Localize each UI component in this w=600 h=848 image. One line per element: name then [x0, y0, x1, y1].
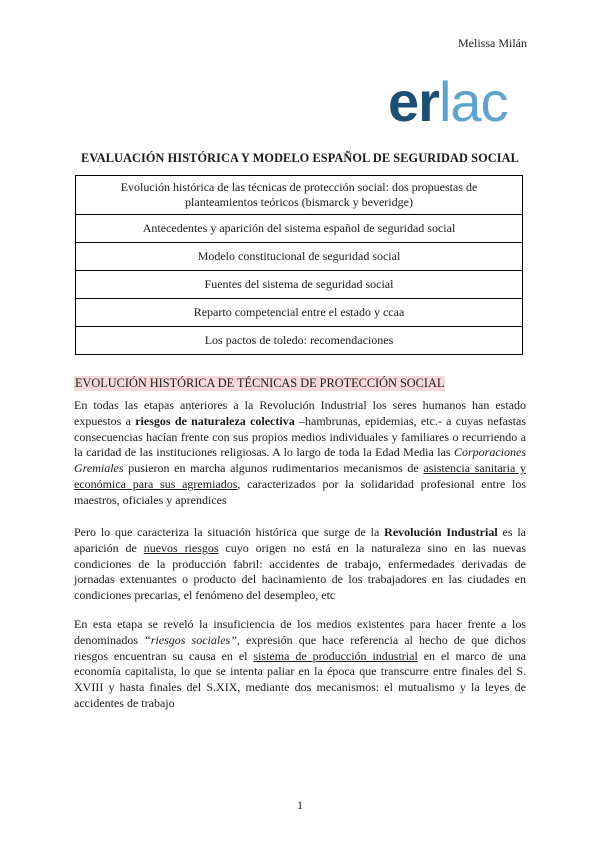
text-run: es la aparición de	[74, 525, 527, 555]
italic-text: “riesgos sociales”	[144, 632, 237, 647]
logo-text-er: er	[388, 70, 439, 133]
contents-item: Evolución histórica de las técnicas de protección social: dos propuestas de planteamientos teóricos (bismarck y beveridge)	[76, 176, 523, 215]
page-number: 1	[297, 798, 303, 812]
contents-item: Reparto competencial entre el estado y ccaa	[76, 299, 523, 327]
underlined-text: asistencia sanitaria y económica para sus agremiados	[74, 461, 526, 491]
paragraph-1	[74, 398, 526, 509]
paragraph-2	[74, 525, 526, 604]
text-run: , expresión que hace referencia al hecho de que dichos riesgos encuentran su causa en el	[74, 632, 526, 663]
text-run: En esta etapa se reveló la insuficiencia de los medios existentes para hacer frente a los denominados	[74, 617, 526, 647]
erlac-logo	[388, 70, 508, 133]
document-title: EVALUACIÓN HISTÓRICA Y MODELO ESPAÑOL DE SEGURIDAD SOCIAL	[81, 151, 519, 165]
section-heading: EVOLUCIÓN HISTÓRICA DE TÉCNICAS DE PROTECCIÓN SOCIAL	[75, 376, 445, 390]
table-row	[76, 271, 523, 299]
text-run: en el marco de una economía capitalista, lo que se intenta paliar en la época que transcurre entre finales del S. XVIII y hasta finales del S.XIX, mediante dos mecanismos: el mutualismo y la leyes de accidentes de trabajo	[74, 648, 526, 710]
underlined-text: sistema de producción industrial	[253, 648, 418, 663]
text-run: pusieron en marcha algunos rudimentarios mecanismos de	[123, 461, 424, 476]
table-row	[76, 176, 523, 215]
table-row	[76, 243, 523, 271]
italic-text: Corporaciones Gremiales	[74, 445, 526, 476]
text-run: Pero lo que caracteriza la situación histórica que surge de la	[74, 525, 385, 539]
table-row	[76, 215, 523, 243]
contents-item: Antecedentes y aparición del sistema español de seguridad social	[76, 215, 523, 243]
contents-item: Los pactos de toledo: recomendaciones	[76, 327, 523, 355]
text-run: cuyo origen no está en la naturaleza sino en las nuevas condiciones de la producción fabril: accidentes de trabajo, enfermedades derivadas de jornadas extenuantes o producto del hacinamiento de los trabajadores en las ciudades en condiciones precarias, el fenómeno del desempleo, etc	[74, 540, 526, 603]
table-row	[76, 327, 523, 355]
bold-text: riesgos de naturaleza colectiva	[135, 413, 295, 428]
author-name: Melissa Milán	[458, 36, 527, 50]
bold-text: Revolución Industrial	[384, 525, 498, 539]
contents-table	[75, 175, 523, 355]
contents-item: Modelo constitucional de seguridad social	[76, 243, 523, 271]
underlined-text: nuevos riesgos	[143, 540, 219, 555]
text-run: En todas las etapas anteriores a la Revolución Industrial los seres humanos han estado expuestos a	[74, 398, 526, 428]
logo-text-lac: lac	[438, 70, 508, 133]
table-row	[76, 299, 523, 327]
paragraph-3	[74, 617, 526, 712]
contents-item: Fuentes del sistema de seguridad social	[76, 271, 523, 299]
text-run: , caracterizados por la solidaridad profesional entre los maestros, oficiales y aprendices	[74, 476, 526, 507]
text-run: –hambrunas, epidemias, etc.- a cuyas nefastas consecuencias hacían frente con sus propios medios individuales y familiares o recurriendo a la caridad de las instituciones religiosas. A lo largo de toda la Edad Media las	[74, 413, 527, 460]
